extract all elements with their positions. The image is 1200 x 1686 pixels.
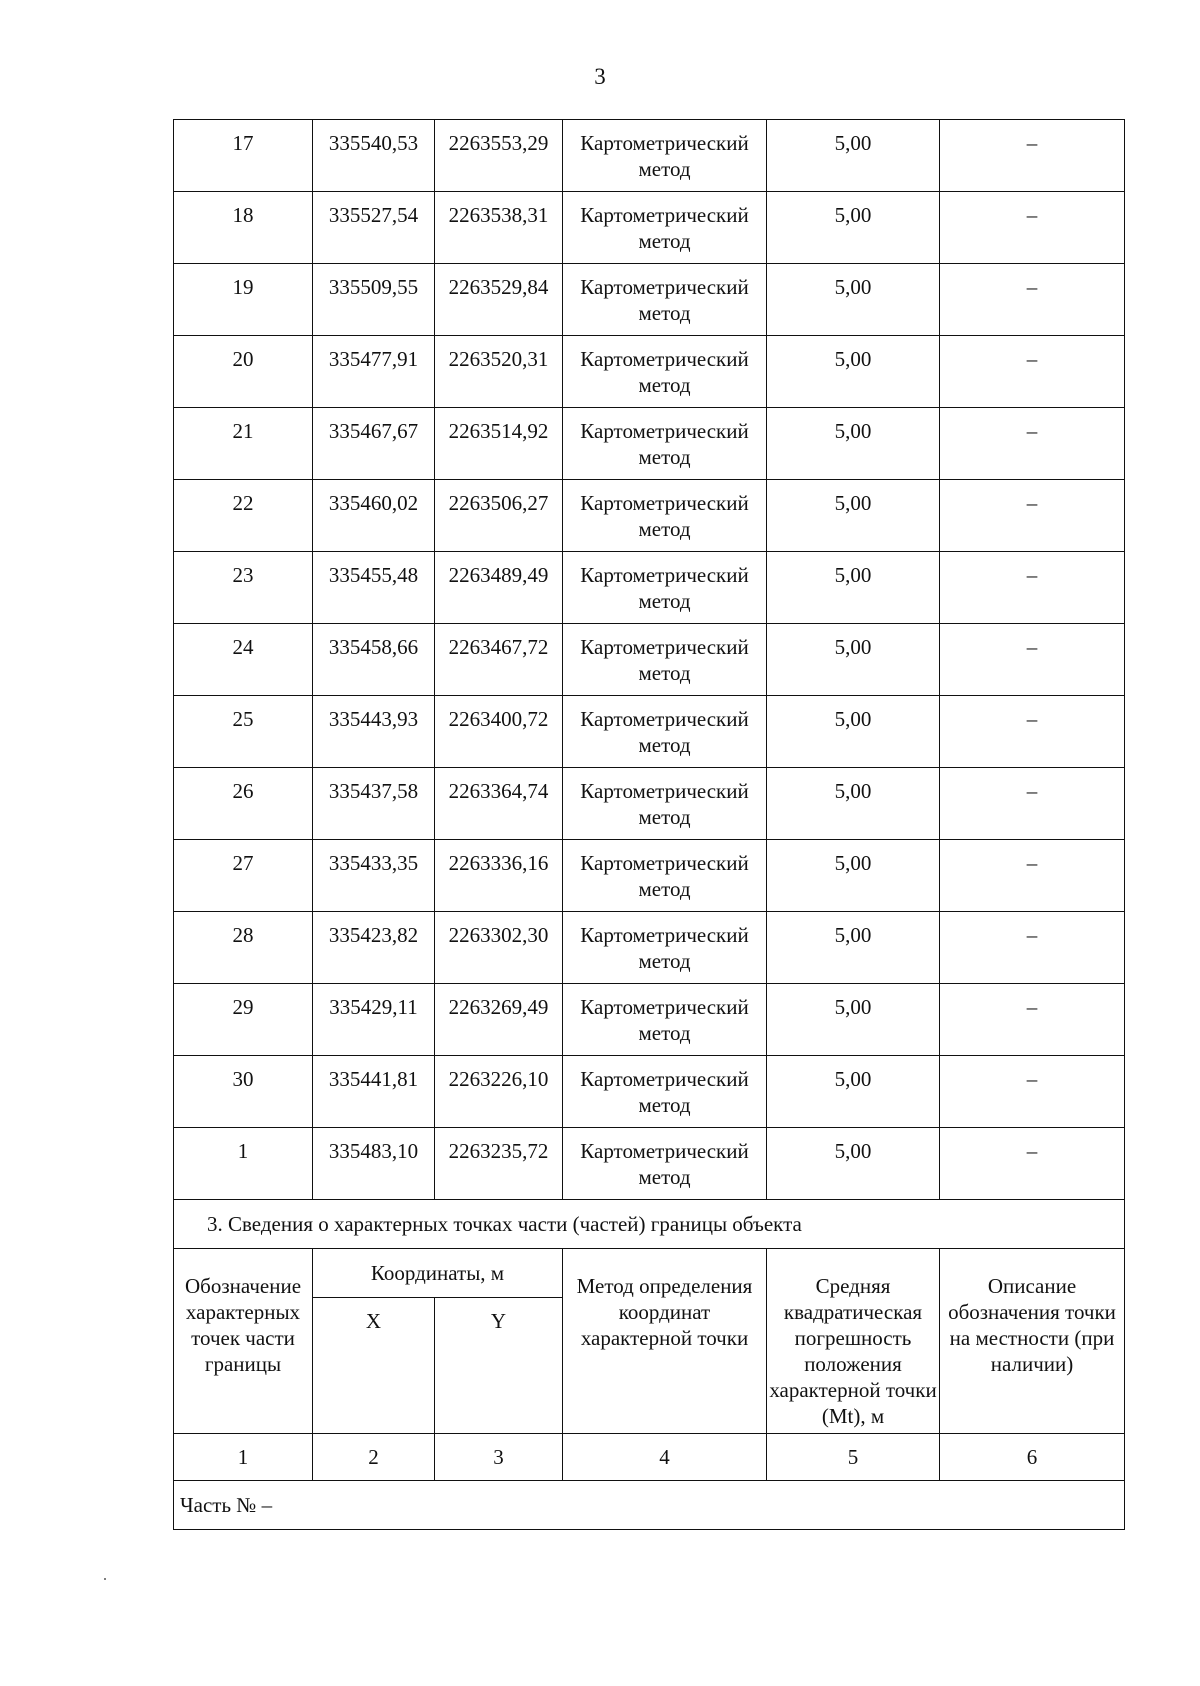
- point-method: Картометрический метод: [563, 984, 767, 1056]
- column-number: 2: [313, 1434, 435, 1481]
- point-method: Картометрический метод: [563, 696, 767, 768]
- header-coordinates: Координаты, м: [313, 1249, 563, 1298]
- point-id: 22: [174, 480, 313, 552]
- point-error: 5,00: [767, 480, 940, 552]
- point-x: 335477,91: [313, 336, 435, 408]
- point-id: 30: [174, 1056, 313, 1128]
- point-x: 335458,66: [313, 624, 435, 696]
- point-method: Картометрический метод: [563, 624, 767, 696]
- point-method: Картометрический метод: [563, 120, 767, 192]
- point-y: 2263226,10: [435, 1056, 563, 1128]
- table-row: [174, 1056, 1125, 1128]
- point-method: Картометрический метод: [563, 840, 767, 912]
- point-method: Картометрический метод: [563, 552, 767, 624]
- point-method: Картометрический метод: [563, 480, 767, 552]
- point-id: 28: [174, 912, 313, 984]
- point-x: 335467,67: [313, 408, 435, 480]
- table-row: [174, 336, 1125, 408]
- point-description: –: [940, 984, 1125, 1056]
- point-y: 2263364,74: [435, 768, 563, 840]
- point-y: 2263538,31: [435, 192, 563, 264]
- section-3-title: 3. Сведения о характерных точках части (частей) границы объекта: [174, 1200, 1125, 1249]
- point-id: 18: [174, 192, 313, 264]
- point-method: Картометрический метод: [563, 1128, 767, 1200]
- point-x: 335527,54: [313, 192, 435, 264]
- point-method: Картометрический метод: [563, 408, 767, 480]
- point-description: –: [940, 264, 1125, 336]
- point-error: 5,00: [767, 1128, 940, 1200]
- header-error: Средняя квадратическая погрешность положения характерной точки (Mt), м: [767, 1249, 940, 1434]
- point-id: 24: [174, 624, 313, 696]
- point-error: 5,00: [767, 264, 940, 336]
- point-method: Картометрический метод: [563, 912, 767, 984]
- point-method: Картометрический метод: [563, 768, 767, 840]
- table-row: [174, 768, 1125, 840]
- point-y: 2263269,49: [435, 984, 563, 1056]
- table-row: [174, 696, 1125, 768]
- header-designation: Обозначение характерных точек части границы: [174, 1249, 313, 1434]
- point-method: Картометрический метод: [563, 192, 767, 264]
- point-x: 335540,53: [313, 120, 435, 192]
- point-error: 5,00: [767, 984, 940, 1056]
- scan-speck: [104, 1578, 106, 1580]
- point-error: 5,00: [767, 912, 940, 984]
- column-number: 6: [940, 1434, 1125, 1481]
- point-error: 5,00: [767, 840, 940, 912]
- table-row: [174, 912, 1125, 984]
- point-y: 2263235,72: [435, 1128, 563, 1200]
- point-y: 2263520,31: [435, 336, 563, 408]
- point-error: 5,00: [767, 768, 940, 840]
- point-x: 335433,35: [313, 840, 435, 912]
- point-description: –: [940, 624, 1125, 696]
- table-row: [174, 192, 1125, 264]
- column-number: 3: [435, 1434, 563, 1481]
- point-description: –: [940, 1056, 1125, 1128]
- point-y: 2263489,49: [435, 552, 563, 624]
- part-label: Часть № –: [174, 1481, 1125, 1530]
- table-row: [174, 984, 1125, 1056]
- point-y: 2263553,29: [435, 120, 563, 192]
- point-method: Картометрический метод: [563, 336, 767, 408]
- point-description: –: [940, 552, 1125, 624]
- table-row: [174, 552, 1125, 624]
- point-description: –: [940, 912, 1125, 984]
- point-id: 29: [174, 984, 313, 1056]
- point-id: 20: [174, 336, 313, 408]
- point-x: 335509,55: [313, 264, 435, 336]
- point-description: –: [940, 120, 1125, 192]
- section-3: [174, 1200, 1125, 1530]
- point-rows: [174, 120, 1125, 1200]
- point-y: 2263529,84: [435, 264, 563, 336]
- point-description: –: [940, 480, 1125, 552]
- point-description: –: [940, 408, 1125, 480]
- point-description: –: [940, 192, 1125, 264]
- header-y: Y: [435, 1298, 563, 1434]
- point-description: –: [940, 696, 1125, 768]
- point-x: 335423,82: [313, 912, 435, 984]
- point-method: Картометрический метод: [563, 1056, 767, 1128]
- point-y: 2263400,72: [435, 696, 563, 768]
- table-row: [174, 264, 1125, 336]
- column-number: 5: [767, 1434, 940, 1481]
- point-description: –: [940, 768, 1125, 840]
- table-row: [174, 120, 1125, 192]
- point-id: 27: [174, 840, 313, 912]
- table-row: [174, 840, 1125, 912]
- point-y: 2263506,27: [435, 480, 563, 552]
- header-method: Метод определения координат характерной точки: [563, 1249, 767, 1434]
- table-row: [174, 1128, 1125, 1200]
- point-id: 26: [174, 768, 313, 840]
- point-x: 335460,02: [313, 480, 435, 552]
- point-error: 5,00: [767, 1056, 940, 1128]
- point-error: 5,00: [767, 120, 940, 192]
- point-error: 5,00: [767, 552, 940, 624]
- point-y: 2263514,92: [435, 408, 563, 480]
- point-error: 5,00: [767, 192, 940, 264]
- point-id: 21: [174, 408, 313, 480]
- table-row: [174, 624, 1125, 696]
- point-description: –: [940, 336, 1125, 408]
- point-y: 2263336,16: [435, 840, 563, 912]
- table-row: [174, 408, 1125, 480]
- header-x: X: [313, 1298, 435, 1434]
- point-x: 335443,93: [313, 696, 435, 768]
- point-y: 2263302,30: [435, 912, 563, 984]
- point-y: 2263467,72: [435, 624, 563, 696]
- point-error: 5,00: [767, 696, 940, 768]
- point-x: 335437,58: [313, 768, 435, 840]
- point-error: 5,00: [767, 408, 940, 480]
- point-method: Картометрический метод: [563, 264, 767, 336]
- point-x: 335455,48: [313, 552, 435, 624]
- point-x: 335441,81: [313, 1056, 435, 1128]
- boundary-points-table: [173, 119, 1125, 1530]
- point-id: 23: [174, 552, 313, 624]
- point-x: 335483,10: [313, 1128, 435, 1200]
- point-error: 5,00: [767, 624, 940, 696]
- column-number: 4: [563, 1434, 767, 1481]
- page-number: 3: [594, 64, 606, 89]
- point-description: –: [940, 1128, 1125, 1200]
- header-description: Описание обозначения точки на местности (при наличии): [940, 1249, 1125, 1434]
- point-description: –: [940, 840, 1125, 912]
- point-x: 335429,11: [313, 984, 435, 1056]
- point-id: 17: [174, 120, 313, 192]
- point-error: 5,00: [767, 336, 940, 408]
- point-id: 19: [174, 264, 313, 336]
- column-number: 1: [174, 1434, 313, 1481]
- table-row: [174, 480, 1125, 552]
- point-id: 25: [174, 696, 313, 768]
- point-id: 1: [174, 1128, 313, 1200]
